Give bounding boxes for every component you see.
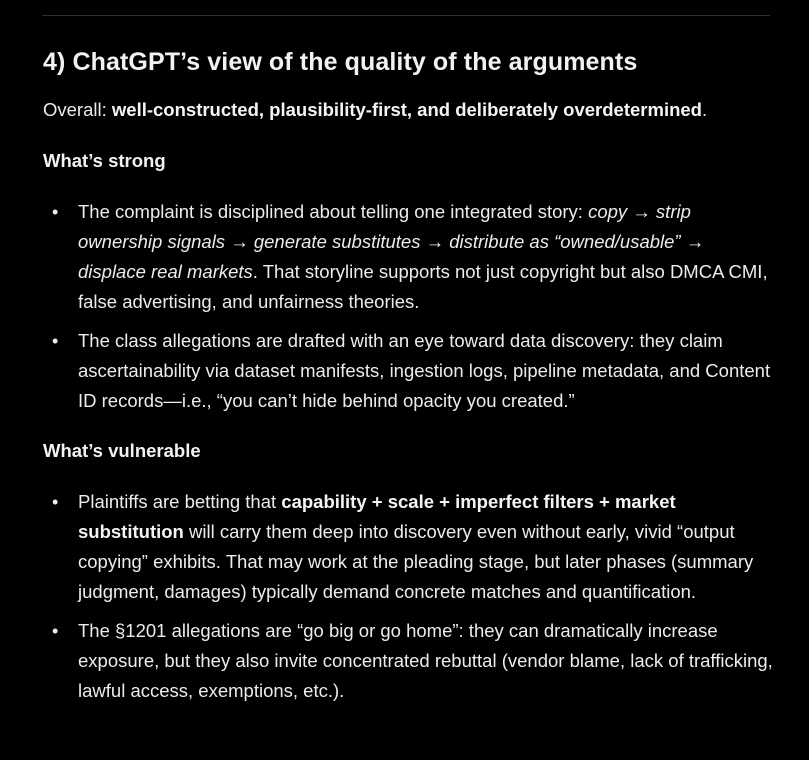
bullet-icon: • (52, 202, 59, 222)
strong-list (43, 197, 773, 416)
bullet-icon: • (52, 331, 59, 351)
vuln-item-1-bold: capability + scale + imperfect filters + market substitution (78, 491, 676, 542)
response-content (43, 40, 773, 715)
list-item (43, 616, 773, 706)
strong-item-1-text-b: . That storyline supports not just copyright but also DMCA CMI, false advertising, and unfairness theories. (78, 261, 768, 312)
bullet-icon: • (52, 621, 59, 641)
vuln-item-1-text-b: will carry them deep into discovery even without early, vivid “output copying” exhibits. That may work at the pleading stage, but later phases (summary judgment, damages) typically demand concrete matches and quantification. (78, 521, 754, 602)
strong-item-1-text-a: The complaint is disciplined about telling one integrated story: (78, 201, 589, 222)
vulnerable-heading: What’s vulnerable (43, 440, 201, 461)
list-item (43, 487, 773, 607)
section-title: 4) ChatGPT’s view of the quality of the arguments (43, 48, 638, 76)
vuln-item-1-text-a: Plaintiffs are betting that (78, 491, 282, 512)
vulnerable-list (43, 487, 773, 706)
overall-bold: well-constructed, plausibility-first, and deliberately overdetermined (111, 99, 702, 120)
overall-prefix: Overall: (43, 99, 112, 120)
section-divider (42, 15, 770, 16)
strong-item-1-italic: copy → strip ownership signals → generate substitutes → distribute as “owned/usable” → displace real markets (78, 201, 705, 282)
list-item (43, 197, 773, 317)
overall-suffix: . (701, 99, 708, 120)
overall-summary (43, 95, 773, 125)
strong-item-2-text: The class allegations are drafted with an eye toward data discovery: they claim ascertainability via dataset manifests, ingestion logs, pipeline metadata, and Content ID records—i.e., “you can’t hide behind opacity you created.” (78, 330, 771, 411)
bullet-icon: • (52, 492, 59, 512)
vuln-item-2-text: The §1201 allegations are “go big or go home”: they can dramatically increase exposure, but they also invite concentrated rebuttal (vendor blame, lack of trafficking, lawful access, exemptions, etc.). (78, 620, 773, 701)
strong-heading: What’s strong (43, 150, 166, 171)
list-item (43, 326, 773, 416)
